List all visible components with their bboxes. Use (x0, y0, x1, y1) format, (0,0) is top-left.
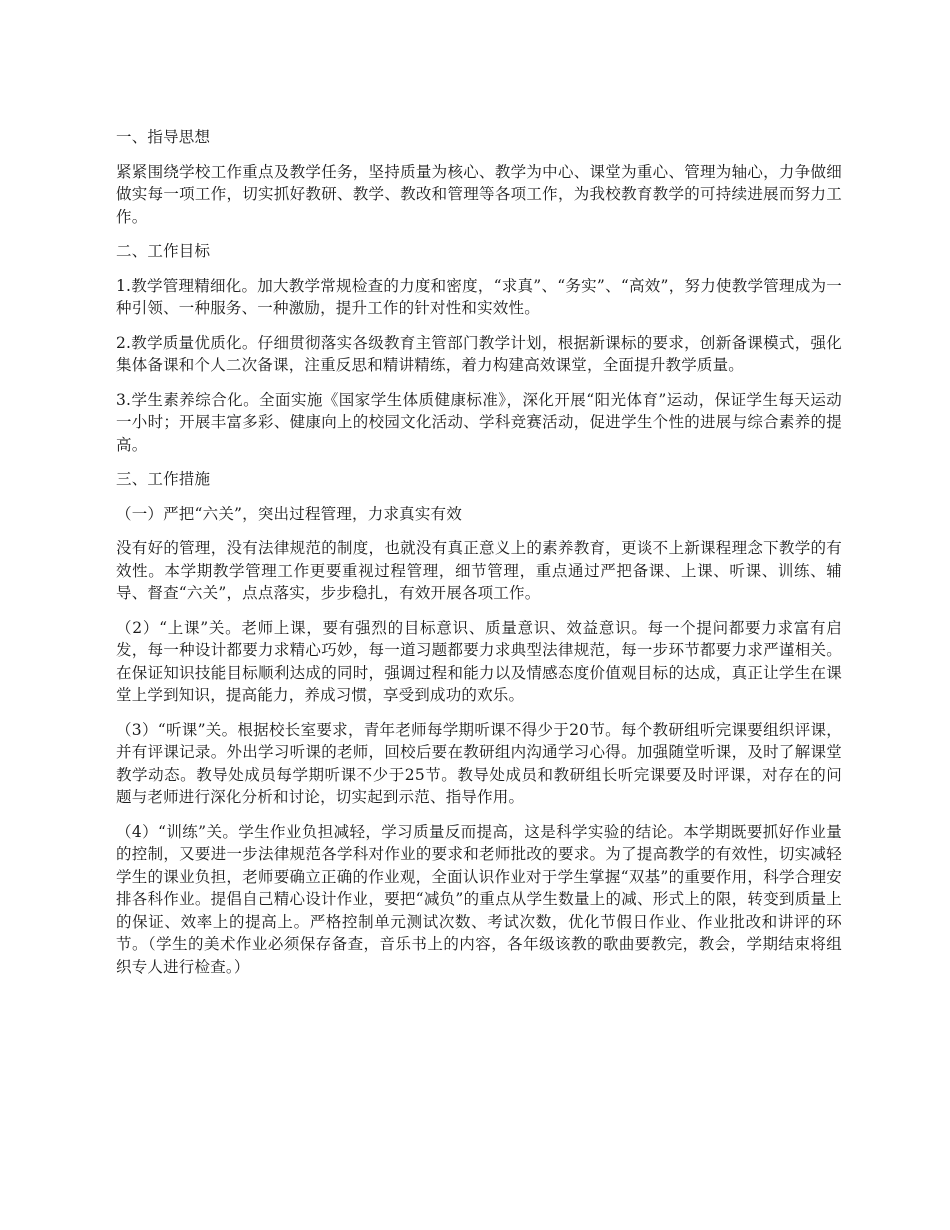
section-heading-work-measures: 三、工作措施 (116, 470, 211, 488)
paragraph-goal-1: 1.教学管理精细化。加大教学常规检查的力度和密度，“求真”、“务实”、“高效”，努力使教学管理成为一种引领、一种服务、一种激励，提升工作的针对性和实效性。 (116, 276, 842, 317)
section-heading-guiding-ideology: 一、指导思想 (116, 128, 211, 146)
subsection-heading-six-checks: （一）严把“六关”，突出过程管理，力求真实有效 (116, 504, 462, 523)
paragraph-goal-3: 3.学生素养综合化。全面实施《国家学生体质健康标准》，深化开展“阳光体育”运动，保证学生每天运动一小时；开展丰富多彩、健康向上的校园文化活动、学科竞赛活动，促进学生个性的进展与综合素养的提高。 (116, 390, 842, 454)
paragraph-class-check: （2）“上课”关。老师上课，要有强烈的目标意识、质量意识、效益意识。每一个提问都要力求富有启发，每一种设计都要力求精心巧妙，每一道习题都要力求典型法律规范，每一步环节都要力求严谨相关。在保证知识技能目标顺利达成的同时，强调过程和能力以及情感态度价值观目标的达成，真正让学生在课堂上学到知识，提高能力，养成习惯，享受到成功的欢乐。 (116, 618, 842, 704)
document-body (116, 126, 842, 990)
paragraph-goal-2: 2.教学质量优质化。仔细贯彻落实各级教育主管部门教学计划，根据新课标的要求，创新备课模式，强化集体备课和个人二次备课，注重反思和精讲精练，着力构建高效课堂，全面提升教学质量。 (116, 333, 842, 374)
section-heading-work-goals: 二、工作目标 (116, 242, 211, 260)
paragraph-training-check: （4）“训练”关。学生作业负担减轻，学习质量反而提高，这是科学实验的结论。本学期既要抓好作业量的控制，又要进一步法律规范各学科对作业的要求和老师批改的要求。为了提高教学的有效性，切实减轻学生的课业负担，老师要确立正确的作业观，全面认识作业对于学生掌握“双基”的重要作用，科学合理安排各科作业。提倡自己精心设计作业，要把“减负”的重点从学生数量上的减、形式上的限，转变到质量上的保证、效率上的提高上。严格控制单元测试次数、考试次数，优化节假日作业、作业批改和讲评的环节。（学生的美术作业必须保存备查，音乐书上的内容，各年级该教的歌曲要教完，教会，学期结束将组织专人进行检查。） (116, 822, 842, 976)
paragraph-observation-check: （3）“听课”关。根据校长室要求，青年老师每学期听课不得少于20节。每个教研组听完课要组织评课，并有评课记录。外出学习听课的老师，回校后要在教研组内沟通学习心得。加强随堂听课，及时了解课堂教学动态。教导处成员每学期听课不少于25节。教导处成员和教研组长听完课要及时评课，对存在的问题与老师进行深化分析和讨论，切实起到示范、指导作用。 (116, 720, 842, 806)
paragraph-guiding-ideology: 紧紧围绕学校工作重点及教学任务，坚持质量为核心、教学为中心、课堂为重心、管理为轴心，力争做细做实每一项工作，切实抓好教研、教学、教改和管理等各项工作，为我校教育教学的可持续进展而努力工作。 (116, 162, 842, 226)
paragraph-management-intro: 没有好的管理，没有法律规范的制度，也就没有真正意义上的素养教育，更谈不上新课程理念下教学的有效性。本学期教学管理工作更要重视过程管理，细节管理，重点通过严把备课、上课、听课、训练、辅导、督查“六关”，点点落实，步步稳扎，有效开展各项工作。 (116, 539, 842, 602)
